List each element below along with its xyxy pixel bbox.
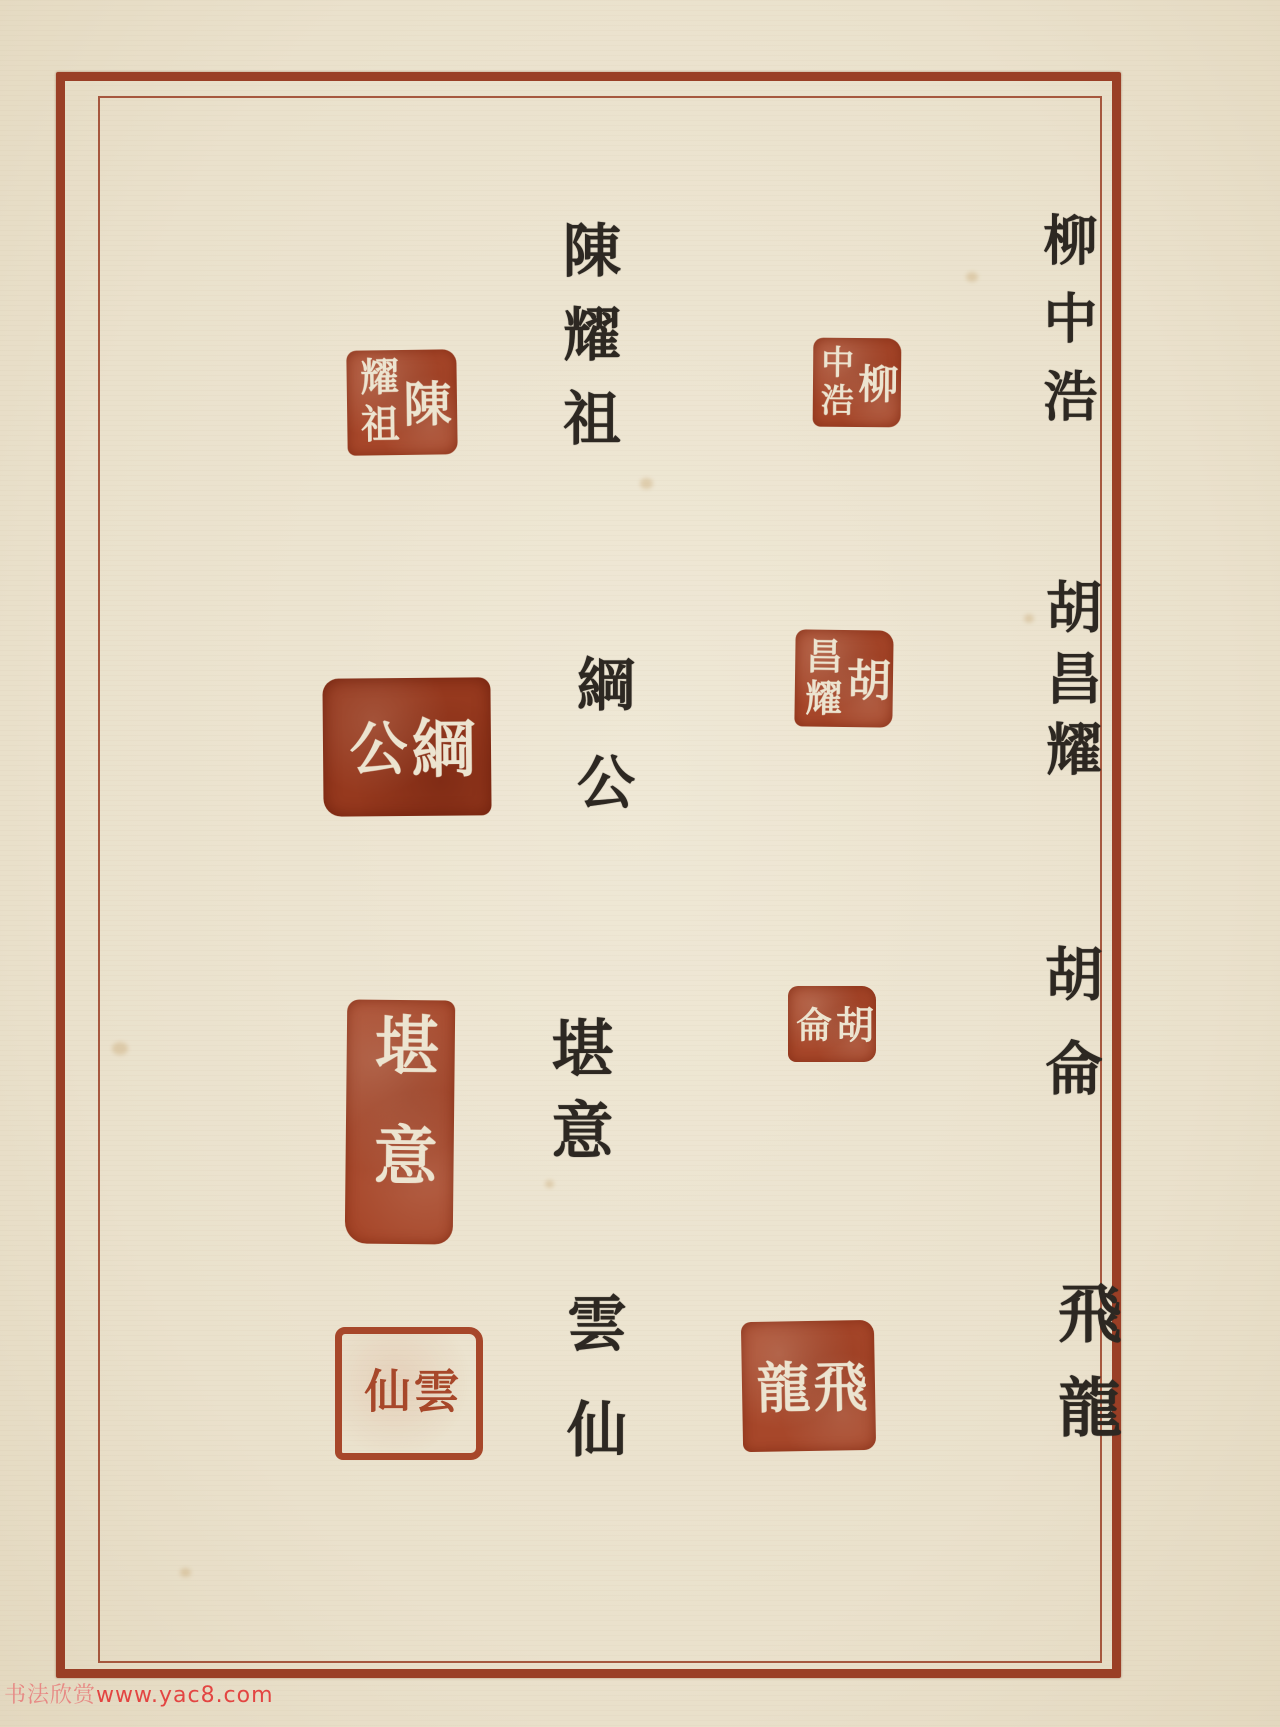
label-yun-xian: 雲仙 — [557, 1292, 627, 1504]
seal-text-right: 綱 — [400, 714, 476, 780]
seal-text-left: 公 — [339, 717, 408, 777]
label-chen-yao-zu: 陳耀祖 — [553, 220, 621, 472]
watermark-site-name: 书法欣赏 — [4, 1683, 97, 1708]
seal-gang-gong — [322, 677, 491, 816]
label-liu-zhong-hao: 柳中浩 — [1035, 212, 1099, 446]
label-fei-long: 飛龍 — [1047, 1280, 1122, 1468]
seal-hu-chang-yao — [794, 629, 893, 727]
seal-text-left: 侖 — [790, 1006, 833, 1042]
foxing-spot — [180, 1568, 191, 1577]
foxing-spot — [112, 1042, 128, 1055]
seal-text-right: 堪意 — [361, 1011, 440, 1233]
seal-text-right: 雲 — [406, 1366, 461, 1421]
seal-chen-yao-zu — [346, 349, 457, 456]
label-kan-yi: 堪意 — [541, 1016, 614, 1180]
seal-text-right: 柳 — [851, 362, 900, 403]
watermark-site-url: www.yac8.com — [96, 1683, 274, 1708]
foxing-spot — [545, 1180, 554, 1188]
seal-text-left: 耀祖 — [353, 355, 401, 451]
seal-text-right: 胡 — [829, 1005, 875, 1043]
watermark — [4, 1678, 274, 1709]
seal-text-left: 仙 — [357, 1366, 412, 1421]
label-hu-lun: 胡侖 — [1035, 944, 1103, 1132]
seal-liu-zhong-hao — [813, 338, 902, 428]
seal-text-right: 陳 — [394, 377, 452, 427]
seal-hu-lun — [788, 986, 876, 1062]
label-gang-gong: 綱公 — [567, 654, 635, 850]
foxing-spot — [640, 478, 653, 489]
foxing-spot — [1024, 614, 1034, 623]
seal-yun-xian — [335, 1327, 483, 1460]
seal-kan-yi — [345, 999, 456, 1244]
seal-text-right: 胡 — [838, 656, 891, 702]
seal-text-left: 昌耀 — [798, 635, 844, 721]
seal-text-left: 龍 — [747, 1358, 813, 1415]
seal-text-right: 飛 — [804, 1357, 870, 1414]
seal-fei-long — [741, 1320, 876, 1452]
foxing-spot — [966, 272, 978, 282]
label-hu-chang-yao: 胡昌耀 — [1037, 578, 1103, 791]
seal-text-left: 中浩 — [815, 344, 856, 421]
